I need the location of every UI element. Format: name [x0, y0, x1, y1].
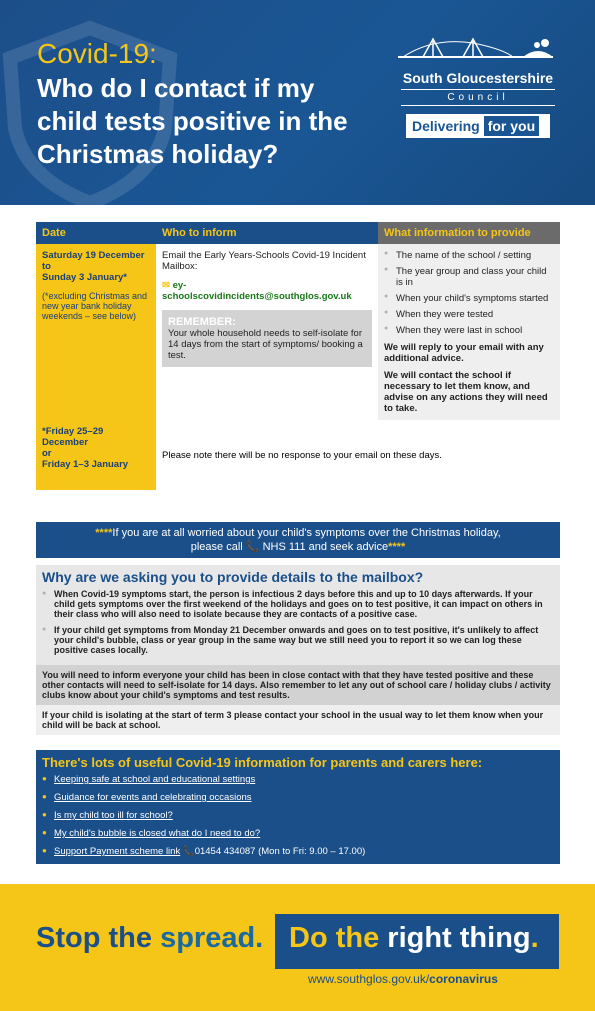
title-prefix: Covid-19:	[37, 38, 157, 69]
link-bubble-closed[interactable]: My child's bubble is closed what do I need to do?	[54, 828, 261, 839]
col-info: What information to provide	[378, 222, 560, 244]
worry-banner: ****If you are at all worried about your child's symptoms over the Christmas holiday, please call 📞 NHS 111 and seek advice****	[36, 522, 560, 558]
logo-council: Council	[401, 89, 555, 106]
remember-title: REMEMBER:	[168, 316, 236, 328]
date-cell	[36, 420, 156, 490]
link-events-guidance[interactable]: Guidance for events and celebrating occasions	[54, 792, 252, 803]
info-contact: We will contact the school if necessary to let them know, and advise on any actions they will need to take.	[384, 370, 548, 414]
info-reply: We will reply to your email with any additional advice.	[384, 342, 544, 364]
council-logo	[393, 35, 563, 138]
date-to: to	[42, 261, 51, 272]
link-support-payment[interactable]: Support Payment scheme link	[54, 846, 181, 857]
page-title: Who do I contact if my child tests positive in the Christmas holiday?	[37, 73, 348, 169]
useful-links-box	[36, 750, 560, 864]
why-term3: If your child is isolating at the start of term 3 please contact your school in the usual way to let them know when your child will be back at school.	[36, 705, 560, 735]
date-end: Friday 1–3 January	[42, 459, 129, 470]
info-item: ● When they were last in school	[384, 325, 554, 336]
date-start: *Friday 25–29 December	[42, 426, 104, 448]
date-note: (*excluding Christmas and new year bank holiday weekends – see below)	[42, 291, 148, 321]
why-section	[36, 565, 560, 735]
link-too-ill[interactable]: Is my child too ill for school?	[54, 810, 173, 821]
date-start: Saturday 19 December	[42, 250, 145, 261]
who-text: Email the Early Years-Schools Covid-19 Incident Mailbox:	[162, 250, 366, 272]
bridge-logo-icon	[393, 35, 563, 61]
phone-icon: 📞	[182, 846, 195, 857]
logo-tag-b: for you	[484, 116, 539, 136]
why-title: Why are we asking you to provide details to the mailbox?	[42, 569, 424, 585]
remember-text: Your whole household needs to self-isolate for 14 days from the start of symptoms/ booking a test.	[168, 328, 363, 361]
contact-table	[36, 222, 560, 490]
link-keeping-safe[interactable]: Keeping safe at school and educational settings	[54, 774, 256, 785]
who-cell	[156, 244, 378, 420]
list-item	[42, 792, 554, 810]
table-row	[36, 244, 560, 420]
useful-title: There's lots of useful Covid-19 information for parents and carers here:	[42, 755, 483, 770]
email-icon: ✉	[162, 280, 173, 291]
logo-name: South Gloucestershire	[402, 70, 554, 86]
why-inform: You will need to inform everyone your child has been in close contact with that they have tested positive and these other contacts will need to self-isolate for 14 days. Also remember to let any out of school care / holiday clubs / activity clubs know about your child's symptoms and test results.	[36, 665, 560, 705]
date-end: Sunday 3 January*	[42, 272, 128, 283]
date-or: or	[42, 448, 52, 459]
logo-tag-a: Delivering	[408, 116, 484, 136]
why-bullet: ● If your child get symptoms from Monday 21 December onwards and goes on to test positive, it's unlikely to affect your child's bubble, class or year group in the same way but we still need you to report it so we can log these positive cases locally.	[42, 625, 554, 655]
no-response-note: Please note there will be no response to your email on these days.	[156, 420, 560, 490]
remember-box	[162, 310, 372, 367]
col-date: Date	[36, 222, 156, 244]
info-item: ● When your child's symptoms started	[384, 293, 554, 304]
date-cell	[36, 244, 156, 420]
info-item: ● When they were tested	[384, 309, 554, 320]
list-item	[42, 810, 554, 828]
logo-tagline	[406, 114, 550, 138]
info-item: ● The year group and class your child is in	[384, 266, 554, 288]
support-phone: 01454 434087 (Mon to Fri: 9.00 – 17.00)	[194, 846, 366, 857]
phone-icon: 📞	[245, 541, 260, 553]
list-item	[42, 846, 554, 864]
header-banner	[0, 0, 595, 205]
do-right-slogan: Do the right thing.	[275, 914, 559, 969]
list-item	[42, 774, 554, 792]
stop-slogan: Stop the spread.	[36, 922, 264, 954]
email-link[interactable]: ✉ ey-schoolscovidincidents@southglos.gov.uk	[162, 280, 352, 302]
info-item: ● The name of the school / setting	[384, 250, 554, 261]
table-row	[36, 420, 560, 490]
info-cell	[378, 244, 560, 420]
why-bullet: ● When Covid-19 symptoms start, the person is infectious 2 days before this and up to 10 days afterwards. If your child gets symptoms over the first weekend of the holidays and goes on to test positive, it can impact on others in their class who will also need to isolate because they are contacts of a positive case.	[42, 589, 554, 619]
col-who: Who to inform	[156, 222, 378, 244]
footer-url[interactable]: www.southglos.gov.uk/coronavirus	[308, 972, 498, 986]
footer-banner	[0, 884, 595, 1011]
list-item	[42, 828, 554, 846]
